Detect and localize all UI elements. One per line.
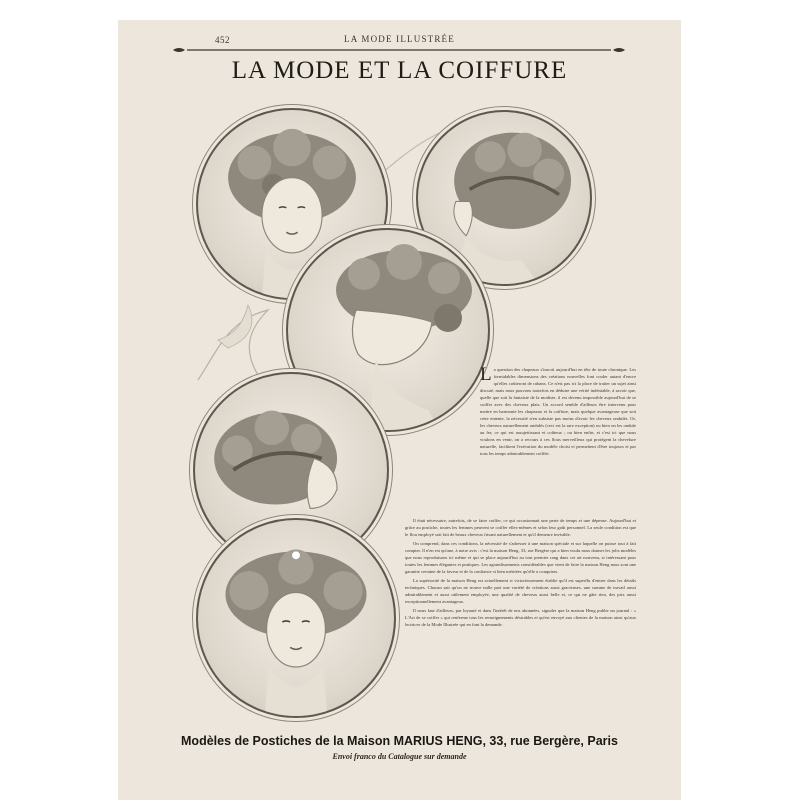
portrait-front-icon xyxy=(198,520,394,716)
article-column-top xyxy=(480,366,636,457)
catalogue-note: Envoi franco du Catalogue sur demande xyxy=(332,752,467,761)
article-paragraph: Il nous faut d'ailleurs, par loyauté et dans l'intérêt de nos abonnées, signaler que la maison Heng publie un journal : « L'Art de se coiffer » qui renferme tous les renseignements désirables et qu'est envoyé aux clientes de la maison ainsi qu'aux lectrices de la Mode Illustrée qui en font la demande. xyxy=(405,608,636,627)
article-paragraph: Il était nécessaire, autrefois, de se faire coiffer, ce qui occasionnait une perte de temps et une dépense. Aujourd'hui et grâce au postiche, toutes les femmes peuvent se coiffer elles-mêmes et selon leur goût personnel. La seule condition est que le flou employé soit fait de beaux cheveux frisant naturellement et qu'il demeure invisible. xyxy=(405,518,636,537)
portrait-front-medallion-2 xyxy=(196,518,396,718)
magazine-header: LA MODE ILLUSTRÉE xyxy=(344,34,455,44)
ornamental-rule-icon xyxy=(173,46,625,54)
magazine-page xyxy=(118,20,681,800)
article-paragraph: La supériorité de la maison Heng est actuellement si victorieusement établie qu'il est superflu d'entrer dans les détails techniques. Chacun sait qu'on ne trouve nulle part une variété de créations aussi gracieuses, une somme de travail aussi admirablement et aussi utilement employée, une qualité de cheveux aussi belle et, ce qui ne gâte rien, des prix aussi exceptionnellement avantageux. xyxy=(405,578,636,604)
article-column-bottom xyxy=(405,517,636,628)
dropcap: L xyxy=(480,364,492,385)
article-paragraph: a question des chapeaux s'inscrit aujourd'hui en tête de toute chronique. Les formidables dimensions des créations nouvelles font couler autant d'encre qu'elles coûteront de rubans. Ce n'est pas ici la place de traiter un sujet ainsi discuté, mais nous pouvons toutefois en déduire une vérité indéniable, à savoir que, quelle que soit la fantaisie de la modiste, il est devenu impossible aujourd'hui de se coiffer avec des cheveux plats. Un accord semble d'ailleurs être intervenu pour mettre en harmonie les chapeaux et la coiffure, mais quelque avantageuse que soit cette entente, la nécessité n'en subsiste pas moins d'avoir les cheveux ondulés. Or, les cheveux naturellement ondulés (ceci est la rare exception) ou bien on les ondule au fer, ce qui est assujettissant et coûteux ; ou bien enfin, et c'est ici que nous voulons en venir, on a recours à ces flous merveilleux qui protègent la chevelure naturelle, facilitent l'exécution du modèle choisi et permettent d'être toujours et par tous les temps admirablement coiffée. xyxy=(480,367,636,456)
advertisement-caption: Modèles de Postiches de la Maison MARIUS HENG, 33, rue Bergère, Paris xyxy=(181,734,618,748)
article-title: LA MODE ET LA COIFFURE xyxy=(231,57,568,84)
article-paragraph: On comprend, dans ces conditions, la nécessité de s'adresser à une maison spéciale et sur laquelle on puisse tout à fait compter. Il n'en est qu'une, à notre avis : c'est la maison Heng, 33, rue Bergère qui a bien voulu nous donner les jolis modèles que nous reproduisons ici même et qui se place aujourd'hui au tout premier rang dans cet art nouveau, si intéressant pour toutes les femmes élégantes et pratiques. Les agrandissements considérables que vient de faire la maison Heng nous sont une garantie certaine de la faveur et de la confiance si bien méritées qu'elle a conquises. xyxy=(405,541,636,574)
page-number: 452 xyxy=(215,35,230,45)
